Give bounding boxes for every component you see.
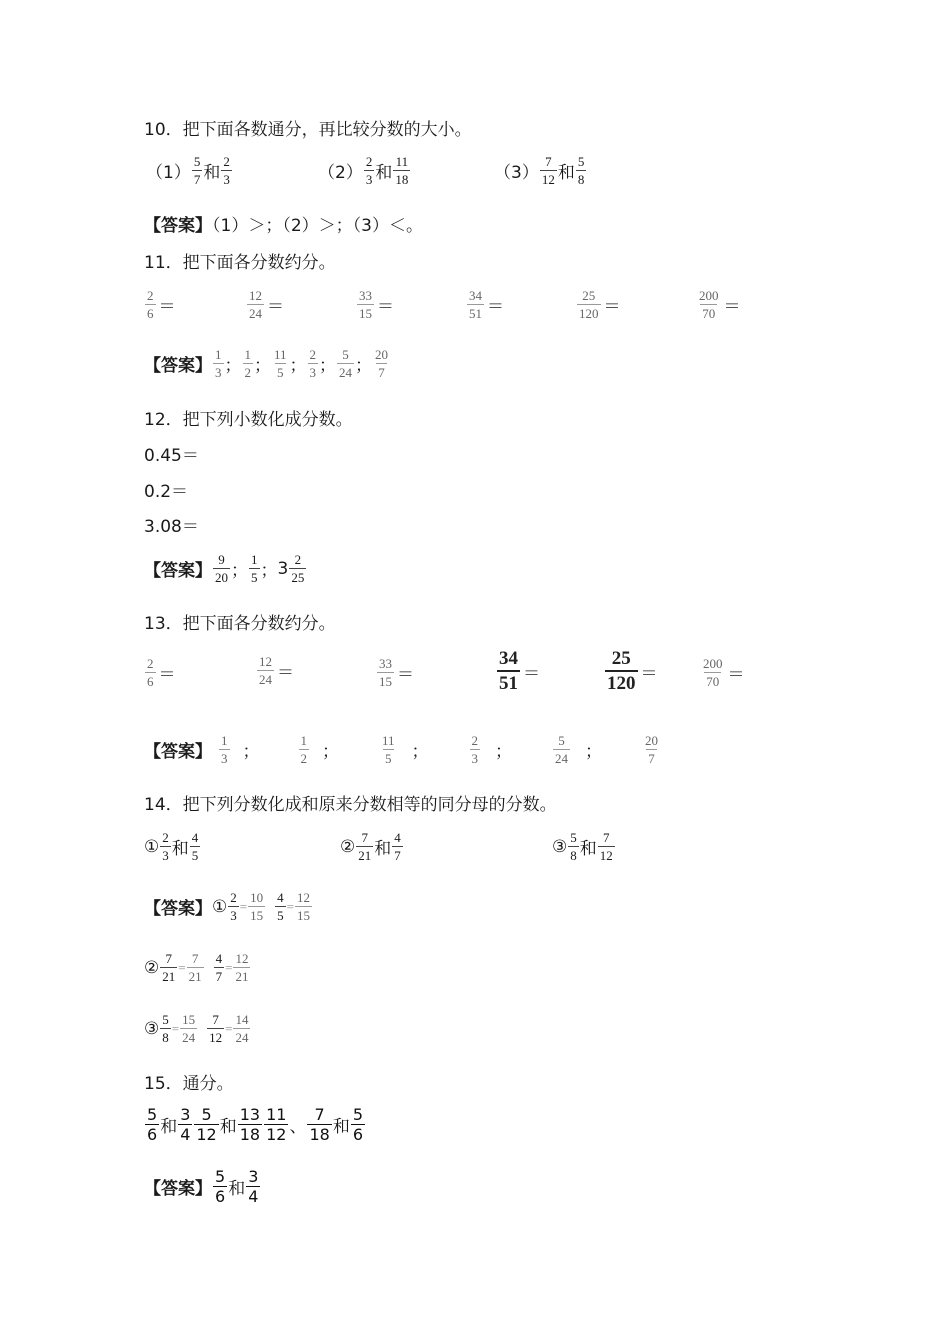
q11-frac-6: $\frac{200}{70}$ ＝ xyxy=(699,288,741,321)
q11-frac-4: $\frac{34}{51}$ ＝ xyxy=(469,288,504,321)
q12-line-2: 0.2＝ xyxy=(144,482,189,502)
q15-answer: 【答案】 $\frac{5}{6}$ 和 $\frac{3}{4}$ xyxy=(144,1167,259,1206)
fraction: $\frac{25}{120}$ xyxy=(579,288,599,321)
fraction: $\frac{5}{8}$ xyxy=(570,830,577,863)
q11-title: 11．把下面各分数约分。 xyxy=(144,253,336,273)
fraction: $\frac{20}{7}$ xyxy=(375,347,389,380)
q13-frac-6: $\frac{200}{70}$ ＝ xyxy=(703,656,745,689)
q13-frac-3: $\frac{33}{15}$ ＝ xyxy=(379,656,414,689)
fraction: $\frac{3}{4}$ xyxy=(248,1167,259,1206)
q11-frac-5: $\frac{25}{120}$ ＝ xyxy=(579,288,621,321)
q13-answer: 【答案】 $\frac{1}{3}$ ； $\frac{1}{2}$ ； $\frac{11}{5}$ ； $\frac{2}{3}$ ； $\frac{5}{24}$ ； $\frac{20}{7}$ xyxy=(144,733,659,766)
fraction: $\frac{1}{2}$ xyxy=(300,733,307,766)
fraction: $\frac{12}{15}$ xyxy=(296,890,310,923)
q10-title: 10．把下面各数通分，再比较分数的大小。 xyxy=(144,120,472,140)
fraction: $\frac{1}{3}$ xyxy=(215,347,222,380)
fraction: $\frac{11}{5}$ xyxy=(274,347,287,380)
q10-item-3: （3） $\frac{7}{12}$ 和 $\frac{5}{8}$ xyxy=(494,154,585,187)
fraction: $\frac{200}{70}$ xyxy=(699,288,719,321)
q13-title: 13．把下面各分数约分。 xyxy=(144,614,336,634)
q12-line-3: 3.08＝ xyxy=(144,517,199,537)
q13-frac-4: $\frac{34}{51}$ ＝ xyxy=(499,648,540,694)
fraction: $\frac{33}{15}$ xyxy=(379,656,392,689)
q13-frac-1: $\frac{2}{6}$ ＝ xyxy=(147,656,176,689)
fraction: $\frac{2}{3}$ xyxy=(230,890,237,923)
q11-frac-3: $\frac{33}{15}$ ＝ xyxy=(359,288,394,321)
fraction: $\frac{20}{7}$ xyxy=(645,733,659,766)
q14-title: 14．把下列分数化成和原来分数相等的同分母的分数。 xyxy=(144,795,557,815)
fraction: $\frac{34}{51}$ xyxy=(499,648,518,694)
q14-item-2: ② $\frac{7}{21}$ 和 $\frac{4}{7}$ xyxy=(340,830,401,863)
q12-line-1: 0.45＝ xyxy=(144,446,199,466)
fraction: $\frac{2}{3}$ xyxy=(365,154,373,187)
q12-title: 12．把下列小数化成分数。 xyxy=(144,410,353,430)
fraction: $\frac{3}{4}$ xyxy=(180,1105,191,1144)
answer-tag: 【答案】 xyxy=(144,1179,212,1199)
q11-frac-2: $\frac{12}{24}$ ＝ xyxy=(249,288,284,321)
fraction: $\frac{33}{15}$ xyxy=(359,288,372,321)
fraction: $\frac{5}{24}$ xyxy=(555,733,569,766)
fraction: $\frac{25}{120}$ xyxy=(607,648,636,694)
answer-tag: 【答案】 xyxy=(144,356,212,376)
q15-problems: $\frac{5}{6}$ 和 $\frac{3}{4}$ $\frac{5}{12}$ 和 $\frac{13}{18}$ $\frac{11}{12}$ 、 $\frac{7}{18}$ 和 $\frac{5}{6}$ xyxy=(147,1105,363,1144)
q13-frac-5: $\frac{25}{120}$ ＝ xyxy=(607,648,658,694)
fraction: $\frac{2}{6}$ xyxy=(147,288,154,321)
fraction: $\frac{5}{6}$ xyxy=(147,1105,158,1144)
q14-item-3: ③ $\frac{5}{8}$ 和 $\frac{7}{12}$ xyxy=(552,830,613,863)
fraction: $\frac{7}{21}$ xyxy=(162,951,176,984)
fraction: $\frac{5}{8}$ xyxy=(162,1012,169,1045)
fraction: $\frac{34}{51}$ xyxy=(469,288,482,321)
q14-answer-2: ② $\frac{7}{21}$ = $\frac{7}{21}$ $\frac{4}{7}$ = $\frac{12}{21}$ xyxy=(144,951,249,984)
fraction: $\frac{5}{6}$ xyxy=(352,1105,363,1144)
fraction: $\frac{1}{3}$ xyxy=(221,733,228,766)
fraction: $\frac{7}{12}$ xyxy=(541,154,555,187)
fraction: $\frac{4}{7}$ xyxy=(215,951,223,984)
fraction: $\frac{7}{21}$ xyxy=(358,830,372,863)
fraction: $\frac{7}{12}$ xyxy=(599,830,613,863)
fraction: $\frac{2}{3}$ xyxy=(162,830,169,863)
q15-title: 15．通分。 xyxy=(144,1074,234,1094)
fraction: $\frac{12}{21}$ xyxy=(235,951,249,984)
fraction: $\frac{1}{5}$ xyxy=(251,552,258,585)
fraction: $\frac{1}{2}$ xyxy=(244,347,251,380)
fraction: $\frac{5}{12}$ xyxy=(196,1105,217,1144)
fraction: $\frac{2}{3}$ xyxy=(471,733,479,766)
fraction: $\frac{7}{21}$ xyxy=(188,951,202,984)
q12-answer: 【答案】 $\frac{9}{20}$ ； $\frac{1}{5}$ ； 3 $\frac{2}{25}$ xyxy=(144,552,305,585)
fraction: $\frac{11}{12}$ xyxy=(266,1105,287,1144)
answer-tag: 【答案】 xyxy=(144,742,212,762)
answer-tag: 【答案】 xyxy=(144,899,212,919)
fraction: $\frac{5}{7}$ xyxy=(193,154,201,187)
fraction: $\frac{200}{70}$ xyxy=(703,656,723,689)
mixed-whole: 3 xyxy=(277,558,289,579)
fraction: $\frac{2}{3}$ xyxy=(223,154,230,187)
fraction: $\frac{10}{15}$ xyxy=(250,890,264,923)
fraction: $\frac{5}{6}$ xyxy=(215,1167,226,1206)
q10-item-2: （2） $\frac{2}{3}$ 和 $\frac{11}{18}$ xyxy=(318,154,409,187)
fraction: $\frac{4}{5}$ xyxy=(277,890,284,923)
fraction: $\frac{12}{24}$ xyxy=(259,654,272,687)
fraction: $\frac{11}{5}$ xyxy=(382,733,395,766)
q13-frac-2: $\frac{12}{24}$ ＝ xyxy=(259,654,294,687)
fraction: $\frac{4}{5}$ xyxy=(191,830,199,863)
q14-answer-1: 【答案】 ① $\frac{2}{3}$ = $\frac{10}{15}$ $\frac{4}{5}$ = $\frac{12}{15}$ xyxy=(144,890,310,923)
fraction: $\frac{14}{24}$ xyxy=(235,1012,249,1045)
fraction: $\frac{2}{6}$ xyxy=(147,656,154,689)
fraction: $\frac{2}{3}$ xyxy=(309,347,317,380)
fraction: $\frac{13}{18}$ xyxy=(239,1105,261,1144)
q11-frac-1: $\frac{2}{6}$ ＝ xyxy=(147,288,176,321)
fraction: $\frac{5}{24}$ xyxy=(339,347,353,380)
fraction: $\frac{4}{7}$ xyxy=(394,830,401,863)
q14-item-1: ① $\frac{2}{3}$ 和 $\frac{4}{5}$ xyxy=(144,830,199,863)
q10-item-1: （1） $\frac{5}{7}$ 和 $\frac{2}{3}$ xyxy=(146,154,230,187)
answer-tag: 【答案】 xyxy=(144,216,212,236)
fraction: $\frac{15}{24}$ xyxy=(182,1012,196,1045)
answer-text: （1）＞；（2）＞；（3）＜。 xyxy=(212,216,423,236)
fraction: $\frac{7}{18}$ xyxy=(309,1105,330,1144)
q14-answer-3: ③ $\frac{5}{8}$ = $\frac{15}{24}$ $\frac{7}{12}$ = $\frac{14}{24}$ xyxy=(144,1012,249,1045)
q11-answer: 【答案】 $\frac{1}{3}$ ； $\frac{1}{2}$ ； $\frac{11}{5}$ ； $\frac{2}{3}$ ； $\frac{5}{24}$ ； $\frac{20}{7}$ xyxy=(144,347,389,380)
fraction: $\frac{11}{18}$ xyxy=(395,154,409,187)
fraction: $\frac{2}{25}$ xyxy=(291,552,305,585)
fraction: $\frac{9}{20}$ xyxy=(215,552,228,585)
fraction: $\frac{7}{12}$ xyxy=(209,1012,223,1045)
answer-tag: 【答案】 xyxy=(144,561,212,581)
q10-answer xyxy=(144,215,423,237)
fraction: $\frac{12}{24}$ xyxy=(249,288,262,321)
fraction: $\frac{5}{8}$ xyxy=(577,154,585,187)
